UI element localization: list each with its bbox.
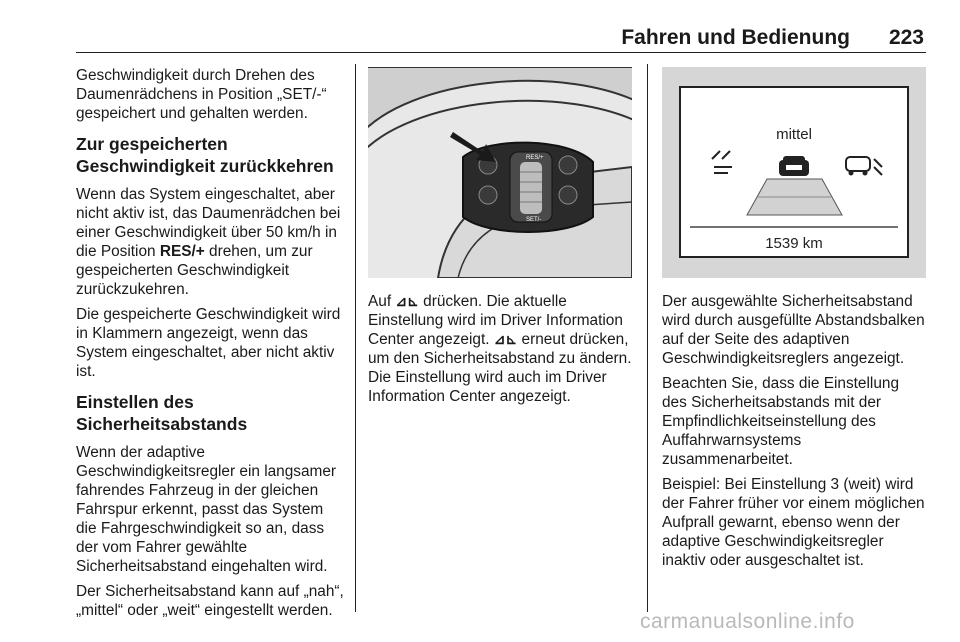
display-figure <box>662 67 926 278</box>
paragraph: Wenn der adaptive Geschwindigkeitsregler ein langsamer fahrendes Fahrzeug in der gleichen Fahrspur erkennt, passt das System die Fahrgeschwindigkeit so an, dass der vom Fahrer gewählte Sicherheitsabstand eingehalten wird. <box>76 444 337 575</box>
watermark: carmanualsonline.info <box>640 610 855 633</box>
text: erneut drücken, um den Sicherheitsabstand zu ändern. Die Einstellung wird auch im Driver Information Center angezeigt. <box>368 331 632 405</box>
header-rule <box>76 52 926 53</box>
car-icon <box>779 156 809 176</box>
column-divider-1 <box>355 64 356 612</box>
paragraph: Die gespeicherte Geschwindigkeit wird in Klammern angezeigt, wenn das System eingeschaltet, aber nicht aktiv ist. <box>76 306 341 380</box>
mode-label: mittel <box>776 126 812 143</box>
paragraph: Beispiel: Bei Einstellung 3 (weit) wird der Fahrer früher vor einem möglichen Aufprall gewarnt, ebenso wenn der adaptive Geschwindigkeitsregler inaktiv oder ausgeschaltet ist. <box>662 476 925 569</box>
driver-information-display <box>662 67 926 278</box>
column-1 <box>76 66 344 626</box>
text: drehen, um zur gespeicherten Geschwindigkeit zurückzukehren. <box>76 243 313 298</box>
distance-button-icon: ⊿⊾ <box>395 293 419 309</box>
section-title: Fahren und Bedienung <box>621 26 850 49</box>
steering-wheel-figure <box>368 67 632 278</box>
res-figure-label: RES/+ <box>526 155 544 161</box>
paragraph <box>76 185 344 299</box>
paragraph: Beachten Sie, dass die Einstellung des Sicherheitsabstands mit der Empfindlichkeitseinstellung des Auffahrwarnsystems zusammenarbeitet. <box>662 375 899 468</box>
paragraph: Geschwindigkeit durch Drehen des Daumenrädchens in Position „SET/-“ gespeichert und gehalten werden. <box>76 67 327 122</box>
distance-button-icon: ⊿⊾ <box>493 331 518 347</box>
column-divider-2 <box>647 64 648 612</box>
text: Auf <box>368 293 396 310</box>
heading-set-distance: Einstellen des Sicherheitsabstands <box>76 392 248 434</box>
res-label: RES/+ <box>159 243 205 260</box>
column-3 <box>662 292 928 576</box>
steering-wheel-illustration <box>368 67 632 278</box>
set-figure-label: SET/- <box>526 217 542 223</box>
heading-return-speed: Zur gespeicherten Geschwindigkeit zurückkehren <box>76 134 334 176</box>
paragraph: Der Sicherheitsabstand kann auf „nah“, „mittel“ oder „weit“ eingestellt werden. <box>76 583 344 619</box>
page-number: 223 <box>888 26 924 49</box>
text: Wenn das System eingeschaltet, aber nicht aktiv ist, das Daumenrädchen bei einer Geschwindigkeit über 50 km/h in die Position <box>76 186 341 260</box>
odometer-readout: 1539 km <box>765 235 823 252</box>
column-2 <box>368 292 634 412</box>
paragraph <box>368 292 634 406</box>
text: drücken. Die aktuelle Einstellung wird im Driver Information Center angezeigt. <box>368 293 623 348</box>
paragraph: Der ausgewählte Sicherheitsabstand wird durch ausgefüllte Abstandsbalken auf der Seite des adaptiven Geschwindigkeitsreglers angezeigt. <box>662 293 925 367</box>
